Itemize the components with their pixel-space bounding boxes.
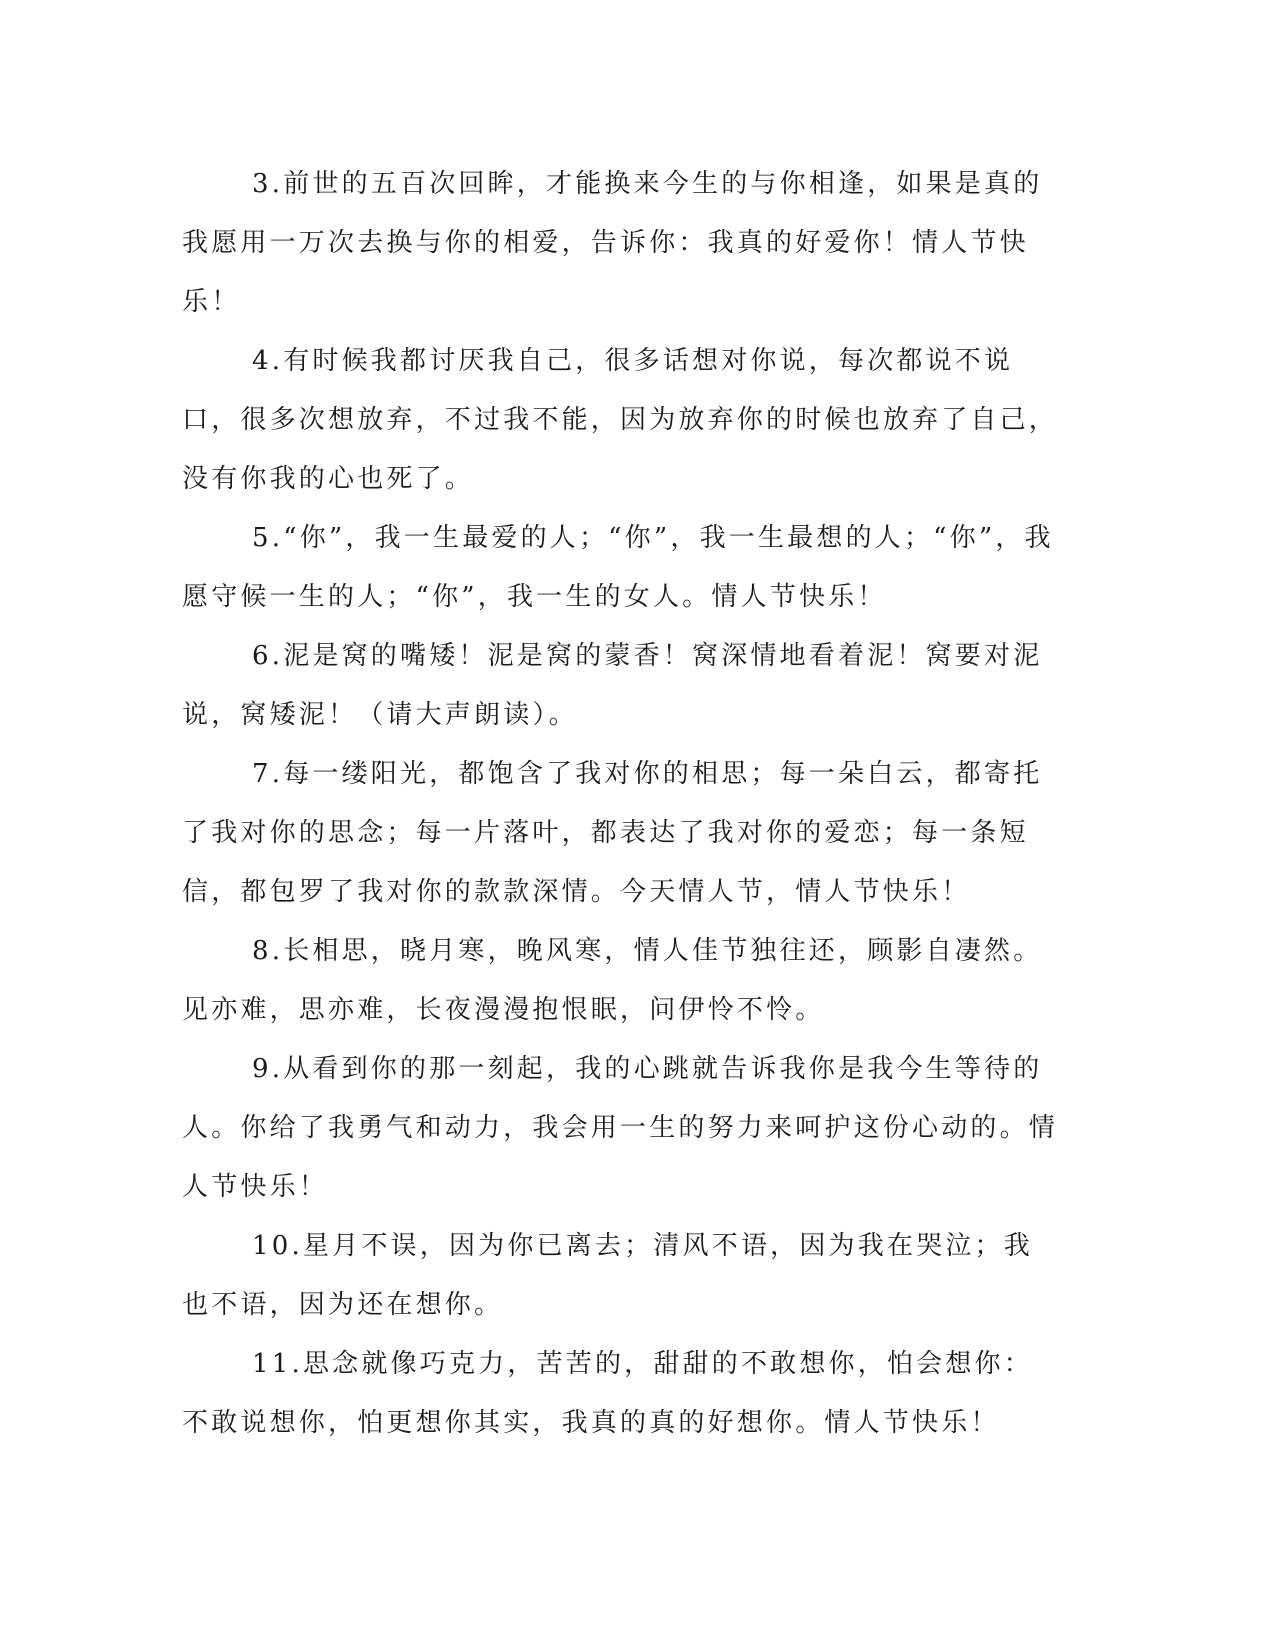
paragraph-8: 8.长相思，晓月寒，晚风寒，情人佳节独往还，顾影自凄然。见亦难，思亦难，长夜漫漫抱恨眠，问伊怜不怜。: [182, 936, 1043, 1025]
paragraph-10: 10.星月不误，因为你已离去；清风不语，因为我在哭泣；我也不语，因为还在想你。: [182, 1231, 1033, 1320]
paragraph-4: 4.有时候我都讨厌我自己，很多话想对你说，每次都说不说口，很多次想放弃，不过我不能，因为放弃你的时候也放弃了自己，没有你我的心也死了。: [182, 346, 1059, 494]
document-body: [182, 155, 1062, 1453]
paragraph-5: 5.“你”，我一生最爱的人；“你”，我一生最想的人；“你”，我愿守候一生的人；“你”，我一生的女人。情人节快乐！: [182, 523, 1054, 612]
paragraph-3: 3.前世的五百次回眸，才能换来今生的与你相逢，如果是真的我愿用一万次去换与你的相爱，告诉你：我真的好爱你！情人节快乐！: [182, 169, 1043, 317]
paragraph-7: 7.每一缕阳光，都饱含了我对你的相思；每一朵白云，都寄托了我对你的思念；每一片落叶，都表达了我对你的爱恋；每一条短信，都包罗了我对你的款款深情。今天情人节，情人节快乐！: [182, 759, 1043, 907]
paragraph-9: 9.从看到你的那一刻起，我的心跳就告诉我你是我今生等待的人。你给了我勇气和动力，我会用一生的努力来呵护这份心动的。情人节快乐！: [182, 1054, 1059, 1202]
paragraph-11: 11.思念就像巧克力，苦苦的，甜甜的不敢想你，怕会想你：不敢说想你，怕更想你其实，我真的真的好想你。情人节快乐！: [182, 1349, 1033, 1438]
paragraph-6: 6.泥是窝的嘴矮！泥是窝的蒙香！窝深情地看着泥！窝要对泥说，窝矮泥！（请大声朗读）。: [182, 641, 1043, 730]
